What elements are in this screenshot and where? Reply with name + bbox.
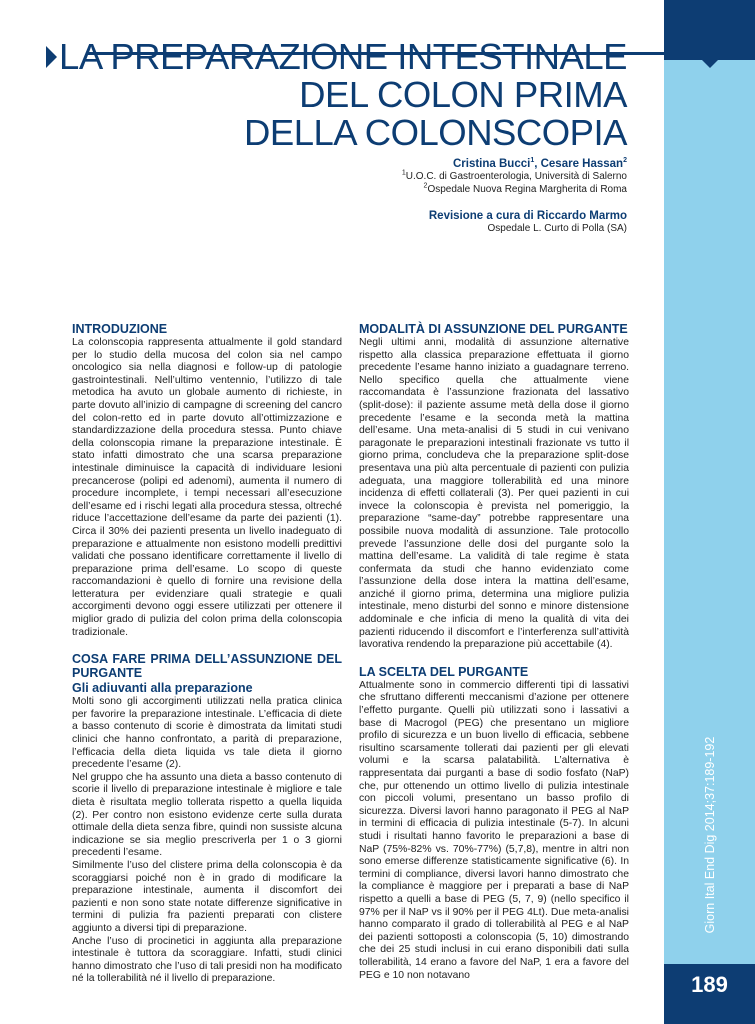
- paragraph: Attualmente sono in commercio differenti tipi di lassativi che sfruttano differenti meccanismi d’azione per ottenere l’effetto purgante. Quelli più utilizzati sono i lassativi a base di Macrogol (PEG) che presentano un migliore profilo di sicurezza e un buon livello di efficacia, sebbene risultino scarsamente tollerati dai pazienti per gli elevati volumi e la scarsa palatabilità. L’alternativa è rappresentata dai purganti a base di sodio fosfato (NaP) che, pur ottenendo un ottimo livello di pulizia intestinale con piccoli volumi, presentano un basso profilo di sicurezza. Diversi lavori hanno paragonato il PEG al NaP in termini di efficacia di pulizia intestinale (5-7). In alcuni studi i risultati hanno favorito le preparazioni a base di NaP (75%-82% vs. 70%-77%) (5,7,8), mentre in altri non sono emerse differenze statisticamente significative (6). In termini di compliance, diversi lavori hanno dimostrato che la compliance è maggiore per i preparati a base di NaP rispetto a quelli a base di PEG (5, 7, 9) (nello specifico il 97% per il NaP vs il 90% per il PEG 4Lt). Due meta-analisi hanno comparato il grado di tollerabilità al PEG e al NaP dei pazienti sottoposti a colonscopia (5, 10) dimostrando che dei 25 studi inclusi in cui erano disponibili dati sulla tollerabilità, 14 erano a favore del NaP, 1 era a favore del PEG e 10 non notavano: [359, 679, 629, 981]
- section-subheading: Gli adiuvanti alla preparazione: [72, 681, 253, 696]
- paragraph: La colonscopia rappresenta attualmente il gold standard per lo studio della mucosa del colon sia nel campo oncologico sia nella diagnosi e follow-up di patologie gastrointestinali. Nell’ultimo ventennio, l’utilizzo di tale metodica ha avuto un globale aumento di richieste, in parte dovuto all’inizio di campagne di screening del cancro del colon-retto ed in parte dovuto all’ottimizzazione e standardizzazione della procedura stessa. Punto chiave della colonscopia rimane la preparazione intestinale. È stato infatti dimostrato che una scarsa preparazione intestinale diminuisce la capacità di individuare lesioni precancerose (polipi ed adenomi), aumenta il numero di procedure incomplete, i tempi necessari all’esecuzione dell’esame ed i rischi legati alla procedura stessa, oltreché riduce l’accettazione dell’esame da parte dei pazienti (1). Circa il 30% dei pazienti presenta un livello inadeguato di preparazione e attualmente non esistono modelli predittivi validati che possano identificare correttamente il livello di preparazione prima dell’esame. Lo scopo di queste raccomandazioni è quello di fornire una revisione della letteratura per evidenziare quali strategie e quali accorgimenti devono oggi essere utilizzati per ottenere il miglior grado di pulizia del colon prima della colonscopia tradizionale.: [72, 337, 342, 638]
- section-heading: MODALITÀ DI ASSUNZIONE DEL PURGANTE: [359, 322, 628, 336]
- affiliation: [402, 183, 627, 196]
- section-heading: LA SCELTA DEL PURGANTE: [359, 664, 529, 679]
- affiliation-sup: 1: [401, 169, 406, 177]
- author-name: Cristina Bucci: [452, 158, 531, 170]
- author-name: , Cesare Hassan: [534, 158, 624, 170]
- authors-block: [402, 158, 627, 235]
- review-affiliation: Ospedale L. Curto di Polla (SA): [487, 223, 627, 234]
- section-heading: INTRODUZIONE: [72, 322, 168, 336]
- article-title: [59, 38, 627, 152]
- left-column: [72, 322, 342, 999]
- title-line: DEL COLON PRIMA: [299, 74, 627, 115]
- affiliation-text: Ospedale Nuova Regina Margherita di Roma: [427, 184, 627, 195]
- paragraph: Molti sono gli accorgimenti utilizzati nella pratica clinica per favorire la preparazione intestinale. L’efficacia di diete a basso contenuto di scorie è dimostrata da limitati studi clinici che hanno confrontato, a parità di preparazione, l’efficacia della dieta liquida vs tale dieta il giorno precedente l’esame (2).: [72, 696, 342, 771]
- sidebar-top-band: [664, 0, 755, 60]
- authors: [402, 158, 627, 170]
- author-sup: 1: [530, 157, 535, 165]
- section-scelta: [359, 665, 629, 982]
- paragraph: Nel gruppo che ha assunto una dieta a basso contenuto di scorie il livello di preparazione intestinale è migliore e tale dieta è risultata meglio tollerata rispetto a quella liquida (2). Per contro non esistono evidenze certe sulla durata ottimale della dieta senza fibre, quindi non sussiste alcuna indicazione se sia meglio prescriverla per 1 o 3 giorni precedenti l’esame.: [72, 771, 342, 859]
- author-sup: 2: [623, 157, 627, 165]
- review-credit: Revisione a cura di Riccardo Marmo: [428, 210, 627, 222]
- section-cosa-fare: [72, 652, 342, 986]
- section-modalita: [359, 322, 629, 652]
- paragraph: Similmente l’uso del clistere prima della colonscopia è da scoraggiarsi poiché non è in grado di modificare la preparazione intestinale, aumenta il discomfort dei pazienti e non sono state notate differenze significative in termini di pulizia fra pazienti preparati con clistere aggiunto a diversi tipi di preparazione.: [72, 859, 342, 934]
- section-introduzione: [72, 322, 342, 639]
- sidebar-notch-marker: [700, 58, 720, 68]
- affiliation-text: U.O.C. di Gastroenterologia, Università di Salerno: [405, 171, 627, 182]
- paragraph: Negli ultimi anni, modalità di assunzione alternative rispetto alla classica preparazione effettuata il giorno precedente l’esame hanno iniziato a guadagnare terreno. Nello specifico quella che attualmente viene raccomandata è l’assunzione frazionata del lassativo (split-dose): il paziente assume metà della dose il giorno precedente l’esame e la seconda metà la mattina dell’esame. Una meta-analisi di 5 studi in cui venivano paragonate le preparazioni intestinali frazionate vs tutto il giorno prima, concludeva che la preparazione split-dose presentava una più alta percentuale di pazienti con pulizia adeguata, una maggiore tollerabilità ed una minore incidenza di effetti collaterali (3). Per quei pazienti in cui invece la colonscopia è prevista nel pomeriggio, la preparazione “same-day” potrebbe rappresentare una possibile nuova modalità di assunzione. Tale protocollo prevede l’assunzione delle dosi del purgante solo la mattina dell’esame. La validità di tale regime è stata confermata da studi che hanno evidenziato come l’assunzione della dose intera la mattina dell’esame, anziché il giorno prima, determina una migliore pulizia intestinale, meno disturbi del sonno e minore distensione addominale e che inficia di meno la qualità di vita dei pazienti riducendo il discomfort e l’interferenza sull’attività lavorativa rendendo la preparazione più accettabile (4).: [359, 337, 629, 651]
- section-heading: COSA FARE PRIMA DELL’ASSUNZIONE DEL PURGANTE: [72, 652, 342, 681]
- affiliation-sup: 2: [423, 182, 428, 190]
- title-line: DELLA COLONSCOPIA: [243, 112, 627, 153]
- paragraph: Anche l’uso di procinetici in aggiunta alla preparazione intestinale è tuttora da scoraggiare. Infatti, studi clinici hanno dimostrato che l’uso di tali presidi non ha modificato né la tollerabilità né il livello di preparazione.: [72, 935, 342, 985]
- right-column: [359, 322, 629, 995]
- title-line: LA PREPARAZIONE INTESTINALE: [59, 36, 627, 77]
- page-number: 189: [691, 972, 728, 997]
- journal-reference: Giorn Ital End Dig 2014;37:189-192: [703, 736, 717, 934]
- affiliation: [402, 170, 627, 183]
- title-triangle-icon: [46, 46, 57, 68]
